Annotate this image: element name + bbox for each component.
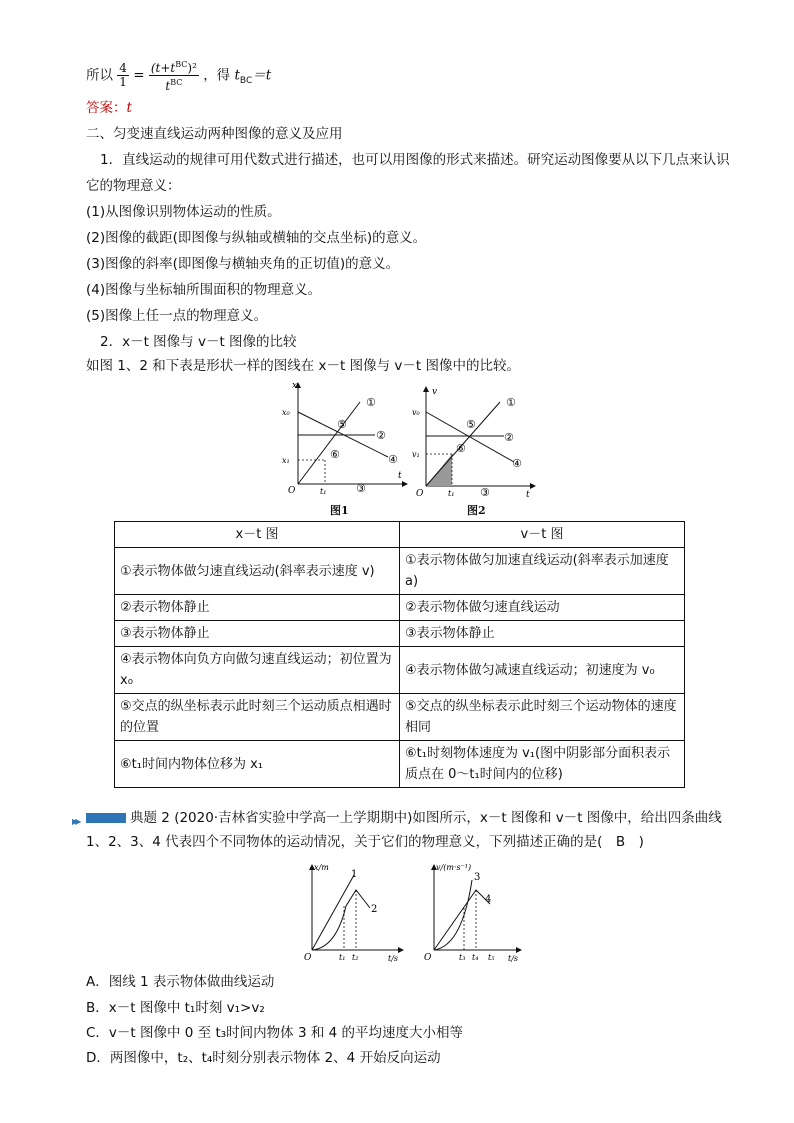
y-axis-label: v/(m·s⁻¹)	[436, 863, 472, 872]
option-d: D．两图像中，t₂、t₄时刻分别表示物体 2、4 开始反向运动	[86, 1050, 441, 1066]
point-item: (5)图像上任一点的物理意义。	[86, 308, 268, 324]
figure-1-caption: 图1	[330, 504, 349, 517]
point-item: (2)图像的截距(即图像与纵轴或横轴的交点坐标)的意义。	[86, 230, 427, 246]
example-label: 典题 2	[130, 810, 170, 826]
x-tick-t1: t₁	[320, 487, 327, 496]
x-tick-t1: t₁	[448, 489, 455, 498]
option-c: C．v－t 图像中 0 至 t₃时间内物体 3 和 4 的平均速度大小相等	[86, 1025, 464, 1041]
figure-2-caption: 图2	[467, 504, 486, 517]
fraction-lhs: $\frac{4}{1}$	[119, 61, 127, 89]
x-axis-label: t	[398, 471, 402, 481]
table-cell: ②表示物体做匀速直线运动	[400, 595, 685, 621]
curve-label-5: ⑤	[466, 418, 476, 431]
curve-label-1: ①	[366, 396, 376, 409]
y-axis-label: x	[292, 381, 298, 391]
figure-2-vt-graph	[412, 384, 537, 500]
origin-label: O	[416, 489, 424, 499]
origin-label: O	[304, 953, 312, 963]
y-tick-v0: v₀	[412, 408, 420, 417]
curve-label-2: ②	[376, 429, 386, 442]
x-tick-t2: t₂	[352, 953, 359, 962]
table-row	[115, 694, 685, 741]
y-tick-v1: v₁	[412, 450, 420, 459]
section-title: 二、匀变速直线运动两种图像的意义及应用	[86, 126, 343, 142]
table-cell: ⑥t₁时间内物体位移为 x₁	[115, 741, 400, 788]
curve-label-4: 4	[485, 894, 492, 905]
curve-label-1: 1	[351, 869, 358, 880]
x-tick-t5: t₅	[488, 953, 495, 962]
curve-label-4: ④	[512, 457, 522, 470]
origin-label: O	[288, 486, 296, 496]
option-b: B．x－t 图像中 t₁时刻 v₁>v₂	[86, 1000, 265, 1016]
curve-label-3: ③	[356, 482, 366, 495]
figure-4-vt-graph	[422, 860, 526, 964]
example-text: (2020·吉林省实验中学高一上学期期中)如图所示，x－t 图像和 v－t 图像中，给出四条曲线 1、2、3、4 代表四个不同物体的运动情况，关于它们的物理意义，下列描述正确的是( B )	[86, 810, 722, 850]
formula-line: 所以 $\frac{4}{1}$ = $\frac{(t+t^{BC})^2}{t^{BC}}$ ，得 $t_{BC}=t$	[86, 60, 272, 93]
curve-label-6: ⑥	[456, 442, 466, 455]
point-item: (3)图像的斜率(即图像与横轴夹角的正切值)的意义。	[86, 256, 400, 272]
x-axis-label: t	[526, 490, 530, 500]
y-tick-x1: x₁	[282, 456, 290, 465]
curve-label-2: ②	[504, 431, 514, 444]
option-a: A．图线 1 表示物体做曲线运动	[86, 974, 275, 990]
x-tick-t3: t₃	[459, 953, 466, 962]
table-cell: ②表示物体静止	[115, 595, 400, 621]
y-axis-label: v	[432, 387, 438, 397]
x-axis-label: t/s	[388, 954, 399, 963]
table-cell: ③表示物体静止	[115, 621, 400, 647]
table-cell: ④表示物体做匀减速直线运动；初速度为 v₀	[400, 647, 685, 694]
table-cell: ①表示物体做匀速直线运动(斜率表示速度 v)	[115, 548, 400, 595]
paragraph-1: 1．直线运动的规律可用代数式进行描述，也可以用图像的形式来描述。研究运动图像要从以下几点来认识	[100, 152, 730, 168]
curve-label-6: ⑥	[330, 448, 340, 461]
table-cell: ⑥t₁时刻物体速度为 v₁(图中阴影部分面积表示质点在 0～t₁时间内的位移)	[400, 741, 685, 788]
x-tick-t1: t₁	[339, 953, 346, 962]
point-item: (1)从图像识别物体运动的性质。	[86, 204, 281, 220]
x-axis-label: t/s	[508, 954, 519, 963]
table-cell: ⑤交点的纵坐标表示此时刻三个运动物体的速度相同	[400, 694, 685, 741]
curve-label-3: ③	[480, 486, 490, 499]
x-tick-t4: t₄	[472, 953, 479, 962]
paragraph-1-cont: 它的物理意义：	[86, 178, 181, 194]
curve-label-3: 3	[474, 872, 481, 883]
paragraph-3: 如图 1、2 和下表是形状一样的图线在 x－t 图像与 v－t 图像中的比较。	[86, 358, 520, 374]
curve-label-2: 2	[371, 904, 378, 915]
table-cell: ⑤交点的纵坐标表示此时刻三个运动质点相遇时的位置	[115, 694, 400, 741]
table-header-row	[115, 522, 685, 548]
curve-label-1: ①	[506, 396, 516, 409]
table-row	[115, 741, 685, 788]
example-badge-icon	[86, 813, 126, 823]
table-cell: ③表示物体静止	[400, 621, 685, 647]
comparison-table	[114, 521, 685, 788]
table-row	[115, 595, 685, 621]
origin-label: O	[424, 953, 432, 963]
table-cell: ④表示物体向负方向做匀速直线运动；初位置为 x₀	[115, 647, 400, 694]
point-item: (4)图像与坐标轴所围面积的物理意义。	[86, 282, 322, 298]
answer-line: 答案：t	[86, 100, 132, 116]
figure-1-xt-graph	[280, 380, 410, 500]
fraction-rhs: $\frac{(t+t^{BC})^2}{t^{BC}}$	[150, 60, 197, 93]
table-header-xt: x－t 图	[115, 522, 400, 548]
table-cell: ①表示物体做匀加速直线运动(斜率表示加速度 a)	[400, 548, 685, 595]
paragraph-2: 2．x－t 图像与 v－t 图像的比较	[100, 334, 297, 350]
table-row	[115, 647, 685, 694]
curve-label-4: ④	[388, 453, 398, 466]
table-header-vt: v－t 图	[400, 522, 685, 548]
curve-label-5: ⑤	[337, 418, 347, 431]
table-row	[115, 548, 685, 595]
figure-3-xt-graph	[296, 860, 408, 964]
y-axis-label: x/m	[314, 863, 329, 872]
example-problem	[86, 806, 746, 854]
table-row	[115, 621, 685, 647]
y-tick-x0: x₀	[282, 408, 290, 417]
